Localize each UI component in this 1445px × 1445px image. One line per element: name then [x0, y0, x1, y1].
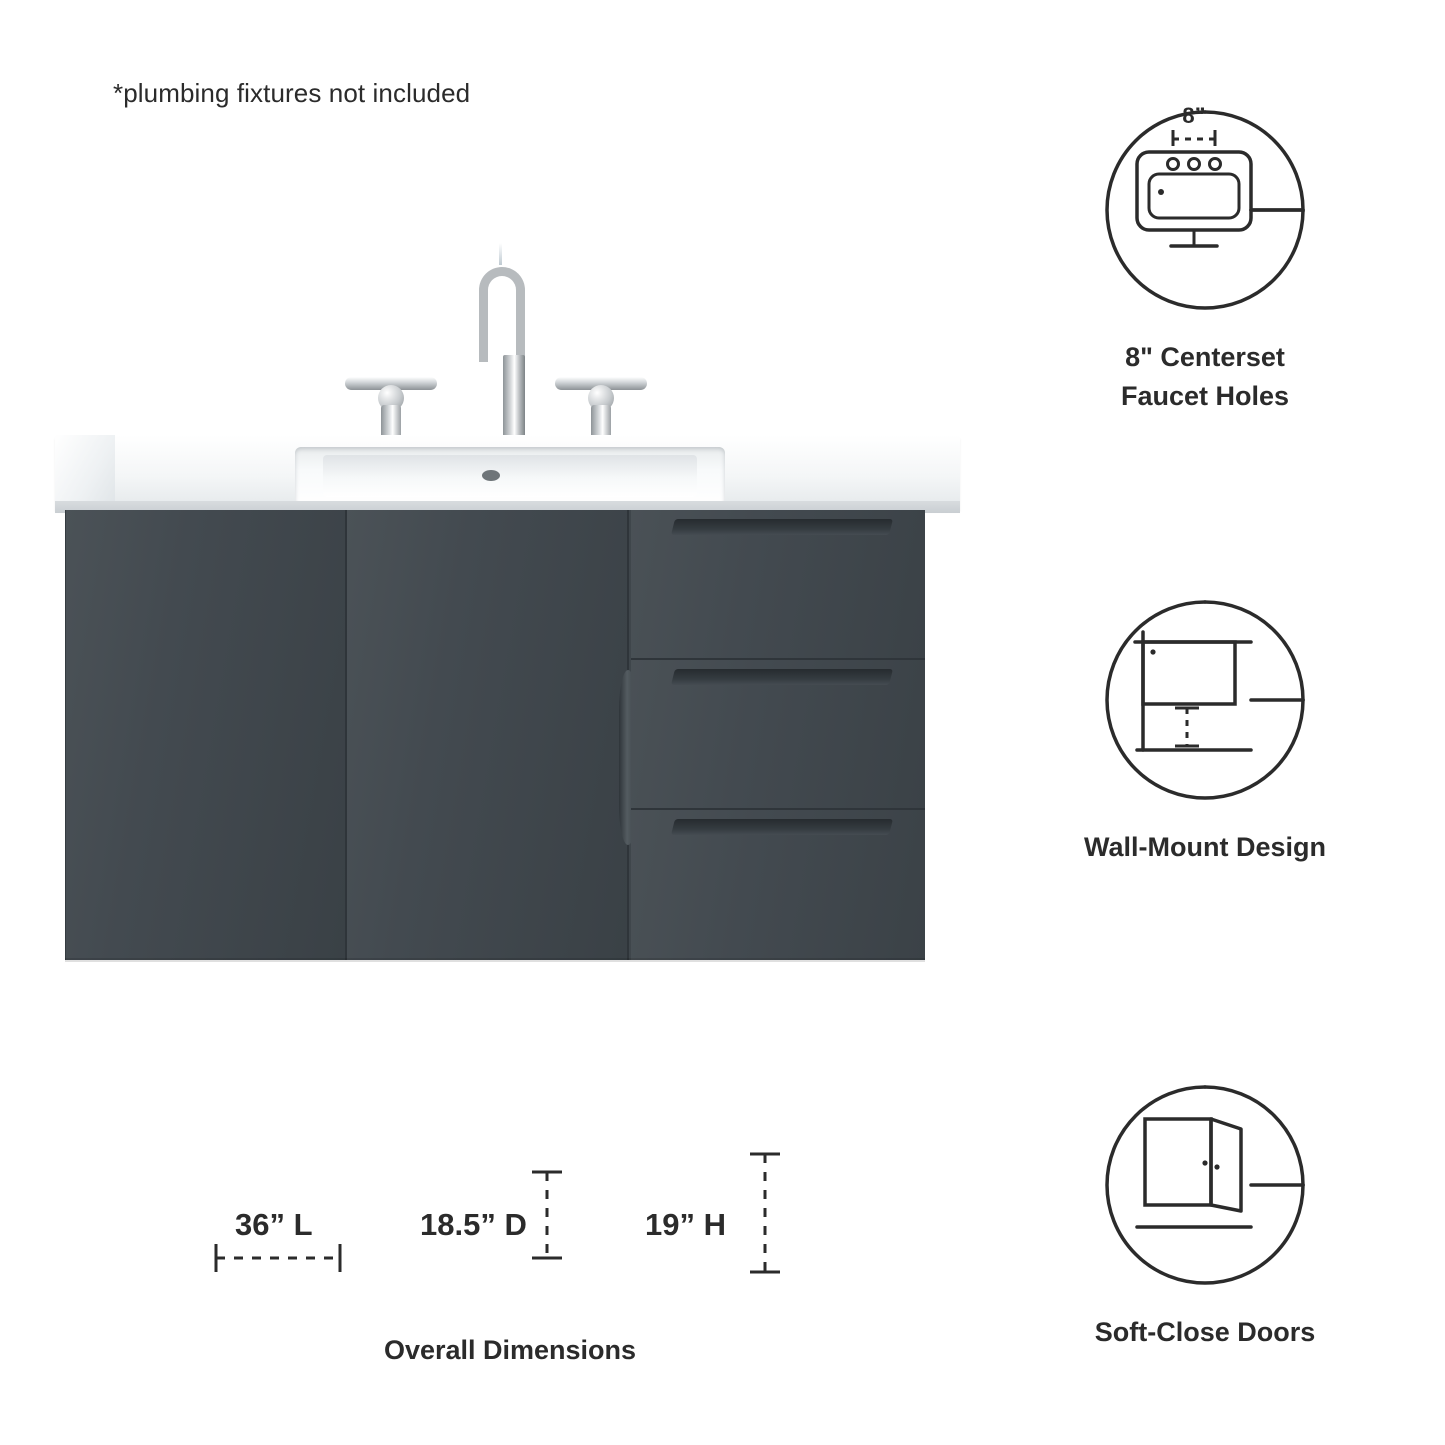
depth-measure-icon [532, 1172, 562, 1258]
feature-icon-wrap [1075, 100, 1335, 320]
drawer-bottom [631, 810, 925, 960]
length-measure-icon [216, 1244, 340, 1272]
disclaimer-text: *plumbing fixtures not included [113, 78, 471, 108]
feature-caption: Soft-Close Doors [1094, 1317, 1316, 1347]
overall-dimensions-caption: Overall Dimensions [383, 1335, 637, 1365]
feature-wall-mount-design [995, 590, 1415, 867]
cabinet-shadow [65, 958, 925, 962]
countertop-bevel [55, 435, 115, 510]
feature-centerset-faucet-holes [995, 100, 1415, 416]
dimension-arrows [180, 1150, 840, 1320]
cabinet-door-right [347, 510, 629, 960]
dimension-height-label: 19” H [645, 1207, 726, 1242]
feature-caption [995, 338, 1415, 416]
dimension-depth-label: 18.5” D [420, 1207, 527, 1242]
cabinet-door-left [65, 510, 347, 960]
height-measure-icon [750, 1154, 780, 1272]
drawer-stack [631, 510, 925, 960]
feature-icon-wrap [1075, 590, 1335, 810]
sink-drain [482, 470, 500, 481]
dimension-length-label: 36” L [235, 1207, 313, 1242]
drawer-top [631, 510, 925, 660]
feature-icon-wrap [1075, 1075, 1335, 1295]
feature-caption-line1: 8" Centerset [1125, 342, 1285, 372]
feature-caption: Wall-Mount Design [1084, 832, 1326, 862]
wall-mount-icon [1075, 590, 1335, 810]
soft-close-door-icon [1075, 1075, 1335, 1295]
sink-basin-inner [323, 455, 697, 497]
faucet-spout-icon [475, 267, 530, 457]
feature-caption-line2: Faucet Holes [1120, 381, 1290, 412]
overall-dimensions-block [180, 1150, 840, 1410]
water-drop [499, 243, 502, 265]
sink-faucet-holes-icon [1075, 100, 1335, 320]
product-image [55, 225, 960, 970]
faucet-hole-measure-label: 8” [1182, 103, 1206, 128]
feature-soft-close-doors [995, 1075, 1415, 1352]
drawer-middle [631, 660, 925, 810]
vanity-cabinet [65, 510, 925, 960]
